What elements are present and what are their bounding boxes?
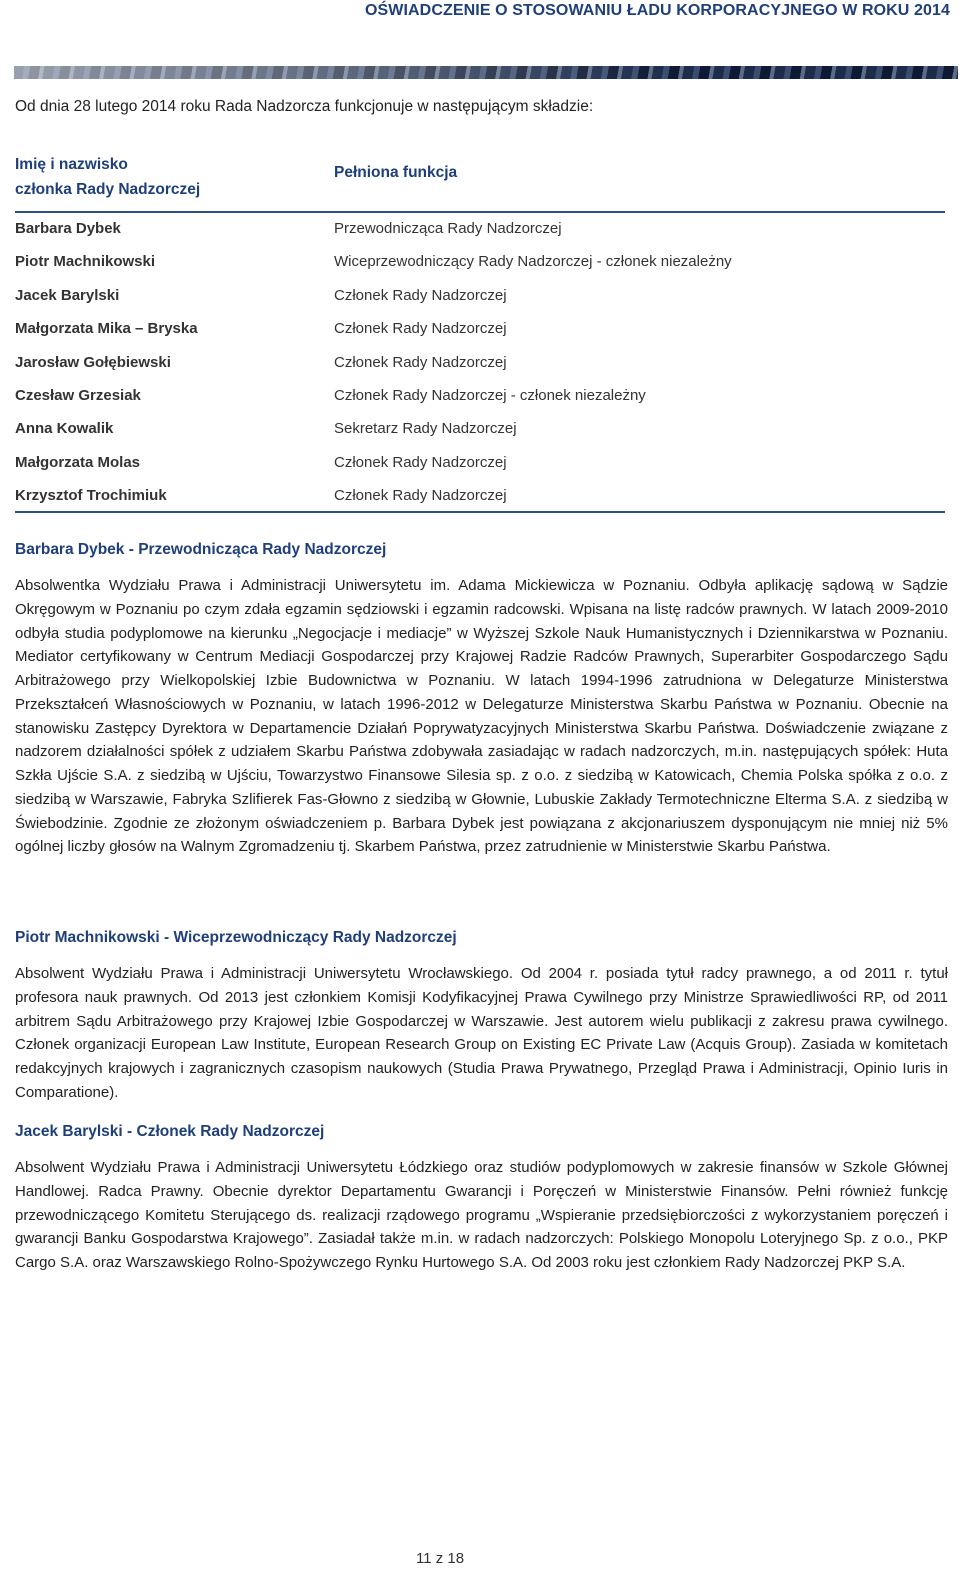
bio-section-barbara-dybek <box>15 541 948 859</box>
member-function: Członek Rady Nadzorczej <box>334 487 507 505</box>
table-row <box>15 381 945 414</box>
table-row <box>15 348 945 381</box>
member-function: Przewodnicząca Rady Nadzorczej <box>334 220 562 237</box>
board-members-table <box>15 214 945 515</box>
member-name: Anna Kowalik <box>15 420 114 438</box>
member-name: Czesław Grzesiak <box>15 386 141 404</box>
member-function: Sekretarz Rady Nadzorczej <box>334 420 517 438</box>
table-header <box>15 148 945 211</box>
member-name: Małgorzata Mika – Bryska <box>15 320 198 338</box>
member-function: Członek Rady Nadzorczej <box>334 320 507 338</box>
bio-section-jacek-barylski <box>15 1123 948 1275</box>
header-decorative-bar <box>14 66 958 79</box>
document-header-title: OŚWIADCZENIE O STOSOWANIU ŁADU KORPORACYJNEGO W ROKU 2014 <box>364 2 950 19</box>
member-function: Członek Rady Nadzorczej <box>334 353 507 371</box>
table-row <box>15 214 945 247</box>
member-function: Członek Rady Nadzorczej <box>334 453 507 471</box>
member-name: Barbara Dybek <box>15 220 121 237</box>
member-name: Jarosław Gołębiewski <box>15 353 171 371</box>
table-row <box>15 314 945 347</box>
bio-text: Absolwent Wydziału Prawa i Administracji Uniwersytetu Wrocławskiego. Od 2004 r. posiada tytuł radcy prawnego, a od 2011 r. tytuł profesora nauk prawnych. Od 2013 jest członkiem Komisji Kodyfikacyjnej Prawa Cywilnego przy Ministrze Sprawiedliwości RP, od 2011 arbitrem Sądu Arbitrażowego przy Krajowej Izbie Gospodarczej w Warszawie. Jest autorem wielu publikacji z zakresu prawa cywilnego. Członek organizacji European Law Institute, European Research Group on Existing EC Private Law (Acquis Group). Zasiada w komitetach redakcyjnych krajowych i zagranicznych czasopism naukowych (Studia Prawa Prywatnego, Przegląd Prawa i Administracji, Opinio Iuris in Comparatione). <box>15 965 948 1101</box>
member-name: Piotr Machnikowski <box>15 253 156 271</box>
table-row <box>15 414 945 447</box>
bio-heading: Barbara Dybek - Przewodnicząca Rady Nadzorczej <box>15 541 387 558</box>
column-header-function: Pełniona funkcja <box>334 164 458 181</box>
member-function: Członek Rady Nadzorczej - członek niezależny <box>334 386 646 404</box>
table-top-rule <box>15 211 945 213</box>
table-row <box>15 481 945 514</box>
table-row <box>15 281 945 314</box>
table-row <box>15 448 945 481</box>
table-row <box>15 247 945 280</box>
column-header-name: Imię i nazwisko członka Rady Nadzorczej <box>15 156 201 198</box>
bio-heading: Jacek Barylski - Członek Rady Nadzorczej <box>15 1123 325 1140</box>
bio-section-piotr-machnikowski <box>15 929 948 1105</box>
table-bottom-rule <box>15 511 945 513</box>
member-function: Wiceprzewodniczący Rady Nadzorczej - członek niezależny <box>334 253 732 271</box>
member-name: Jacek Barylski <box>15 286 120 304</box>
page-number: 11 z 18 <box>415 1550 465 1567</box>
bio-text: Absolwent Wydziału Prawa i Administracji Uniwersytetu Łódzkiego oraz studiów podyplomowych w zakresie finansów w Szkole Głównej Handlowej. Radca Prawny. Obecnie dyrektor Departamentu Gwarancji i Poręczeń w Ministerstwie Finansów. Pełni również funkcję przewodniczącego Komitetu Sterującego ds. realizacji rządowego programu „Wspieranie przedsiębiorczości z wykorzystaniem poręczeń i gwarancji Banku Gospodarstwa Krajowego”. Zasiadał także m.in. w radach nadzorczych: Polskiego Monopolu Loteryjnego Sp. z o.o., PKP Cargo S.A. oraz Warszawskiego Rolno-Spożywczego Rynku Hurtowego S.A. Od 2003 roku jest członkiem Rady Nadzorczej PKP S.A. <box>15 1159 948 1271</box>
intro-text: Od dnia 28 lutego 2014 roku Rada Nadzorcza funkcjonuje w następującym składzie: <box>15 98 594 115</box>
member-name: Krzysztof Trochimiuk <box>15 487 167 505</box>
bio-text: Absolwentka Wydziału Prawa i Administracji Uniwersytetu im. Adama Mickiewicza w Poznaniu. Odbyła aplikację sądową w Sądzie Okręgowym w Poznaniu po czym zdała egzamin sędziowski i egzamin radcowski. Wpisana na listę radców prawnych. W latach 2009-2010 odbyła studia podyplomowe na kierunku „Negocjacje i mediacje” w Wyższej Szkole Nauk Humanistycznych i Dziennikarstwa w Poznaniu. Mediator certyfikowany w Centrum Mediacji Gospodarczej przy Krajowej Radzie Radców Prawnych, Superarbiter Gospodarczego Sądu Arbitrażowego przy Wielkopolskiej Izbie Budownictwa w Poznaniu. W latach 1994-1996 zatrudniona w Delegaturze Ministerstwa Przekształceń Własnościowych w Poznaniu, w latach 1996-2012 w Delegaturze Ministerstwa Skarbu Państwa w Poznaniu. Obecnie na stanowisku Zastępcy Dyrektora w Departamencie Działań Poprywatyzacyjnych Ministerstwa Skarbu Państwa. Doświadczenie związane z nadzorem działalności spółek z udziałem Skarbu Państwa zdobywała zasiadając w radach nadzorczych, m.in. następujących spółek: Huta Szkła Ujście S.A. z siedzibą w Ujściu, Towarzystwo Finansowe Silesia sp. z o.o. z siedzibą w Katowicach, Chemia Polska spółka z o.o. z siedzibą w Warszawie, Fabryka Szlifierek Fas-Głowno z siedzibą w Głownie, Lubuskie Zakłady Termotechniczne Elterma S.A. z siedzibą w Świebodzinie. Zgodnie ze złożonym oświadczeniem p. Barbara Dybek jest powiązana z akcjonariuszem dysponującym nie mniej niż 5% ogólnej liczby głosów na Walnym Zgromadzeniu tj. Skarbem Państwa, przez zatrudnienie w Ministerstwie Skarbu Państwa. <box>15 577 948 856</box>
member-name: Małgorzata Molas <box>15 453 141 471</box>
member-function: Członek Rady Nadzorczej <box>334 286 507 304</box>
bio-heading: Piotr Machnikowski - Wiceprzewodniczący Rady Nadzorczej <box>15 929 457 946</box>
